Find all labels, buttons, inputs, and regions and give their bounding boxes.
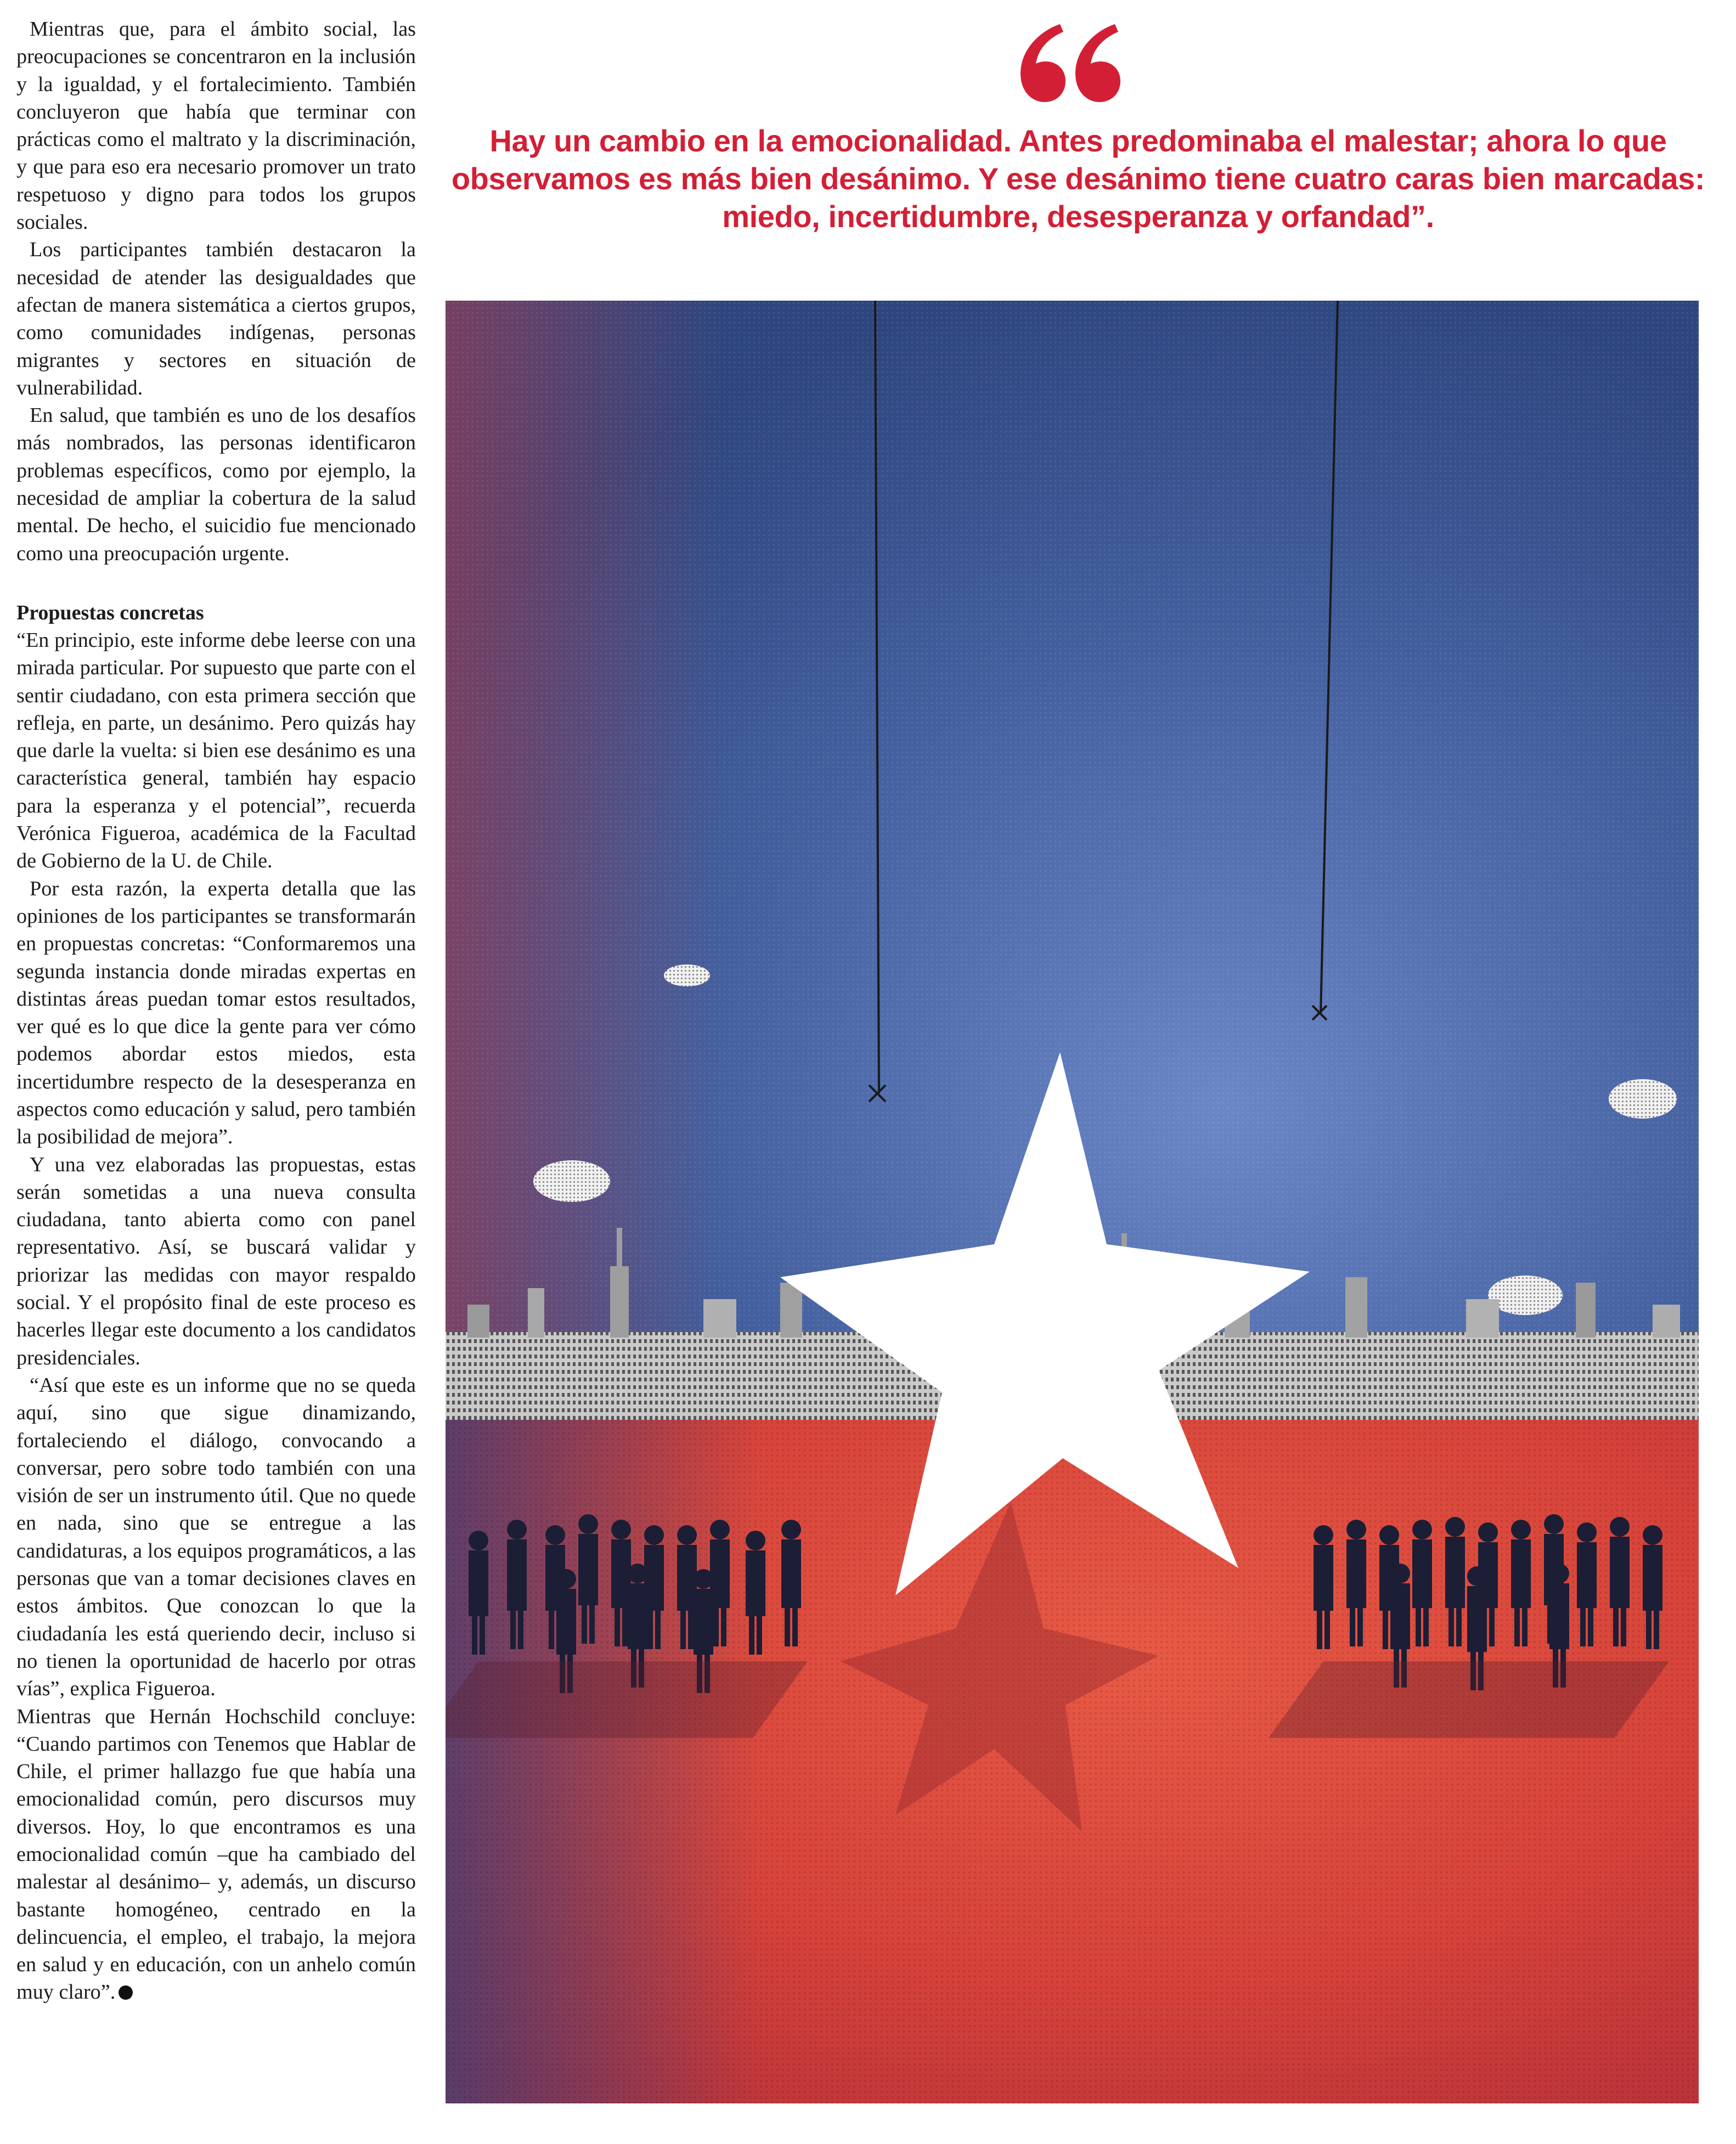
paragraph: Y una vez elaboradas las propuestas, estas serán sometidas a una nueva consulta ciudadana, tanto abierta como con panel representativo. Así, se buscará validar y priorizar las medidas con mayor respaldo social. Y el propósito final de este proceso es hacerles llegar este documento a los candidatos presidenciales.: [16, 1153, 416, 1369]
paragraph: En salud, que también es uno de los desafíos más nombrados, las personas identificaron problemas específicos, como por ejemplo, la necesidad de ampliar la cobertura de la salud mental. De hecho, el suicidio fue mencionado como una preocupación urgente.: [16, 404, 416, 565]
end-of-article-mark: [119, 1985, 133, 2000]
closing-paragraph: [16, 1703, 416, 2006]
article-column: [16, 15, 416, 2006]
paragraph: “En principio, este informe debe leerse con una mirada particular. Por supuesto que parte con el sentir ciudadano, con esta primera sección que refleja, en parte, un desánimo. Pero quizás hay que darle la vuelta: si bien ese desánimo es una característica general, también hay espacio para la esperanza y el potencial”, recuerda Verónica Figueroa, académica de la Facultad de Gobierno de la U. de Chile.: [16, 628, 416, 873]
paragraph: Por esta razón, la experta detalla que las opiniones de los participantes se transformarán en propuestas concretas: “Conformaremos una segunda instancia donde miradas expertas en distintas áreas puedan tomar estos resultados, ver qué es lo que dice la gente para ver cómo podemos abordar estos miedos, esta incertidumbre respecto de la desesperanza en aspectos como educación y salud, pero también la posibilidad de mejora”.: [16, 877, 416, 1149]
paragraph: Mientras que, para el ámbito social, las preocupaciones se concentraron en la inclusión y la igualdad, y el fortalecimiento. También concluyeron que había que terminar con prácticas como el maltrato y la discriminación, y que para eso era necesario promover un trato respetuoso y digno para todos los grupos sociales.: [16, 18, 416, 234]
pull-quote: Hay un cambio en la emocionalidad. Antes predominaba el malestar; ahora lo que observamos es más bien desánimo. Y ese desánimo tiene cuatro caras bien marcadas: miedo, incertidumbre, desesperanza y orfandad”.: [451, 123, 1705, 234]
paragraph: “Así que este es un informe que no se queda aquí, sino que sigue dinamizando, fortaleciendo el diálogo, convocando a conversar, pero sobre todo también con una visión de ser un instrumento útil. Que no quede en nada, sino que se entregue a las candidaturas, a los equipos programáticos, a las personas que van a tomar decisiones claves en estos ámbitos. Que conozcan lo que la ciudadanía les está queriendo decir, incluso si no tienen la oportunidad de hacerlo por otras vías”, explica Figueroa.: [16, 1373, 416, 1701]
quote-mark-icon: [1013, 16, 1123, 110]
closing-text: Mientras que Hernán Hochschild concluye: “Cuando partimos con Tenemos que Hablar de Chile, el primer hallazgo fue que había una emocionalidad común, pero discursos muy diversos. Hoy, lo que encontramos es una emocionalidad común –que ha cambiado del malestar al desánimo– y, además, un discurso bastante homogéneo, centrado en la delincuencia, el empleo, el trabajo, la mejora en salud y en educación, con un anhelo común muy claro”.: [16, 1705, 416, 2004]
section-subhead: Propuestas concretas: [16, 601, 204, 624]
chile-flag-illustration: [446, 301, 1699, 2103]
paragraph: Los participantes también destacaron la necesidad de atender las desigualdades que afectan de manera sistemática a ciertos grupos, como comunidades indígenas, personas migrantes y sectores en situación de vulnerabilidad.: [16, 238, 416, 399]
